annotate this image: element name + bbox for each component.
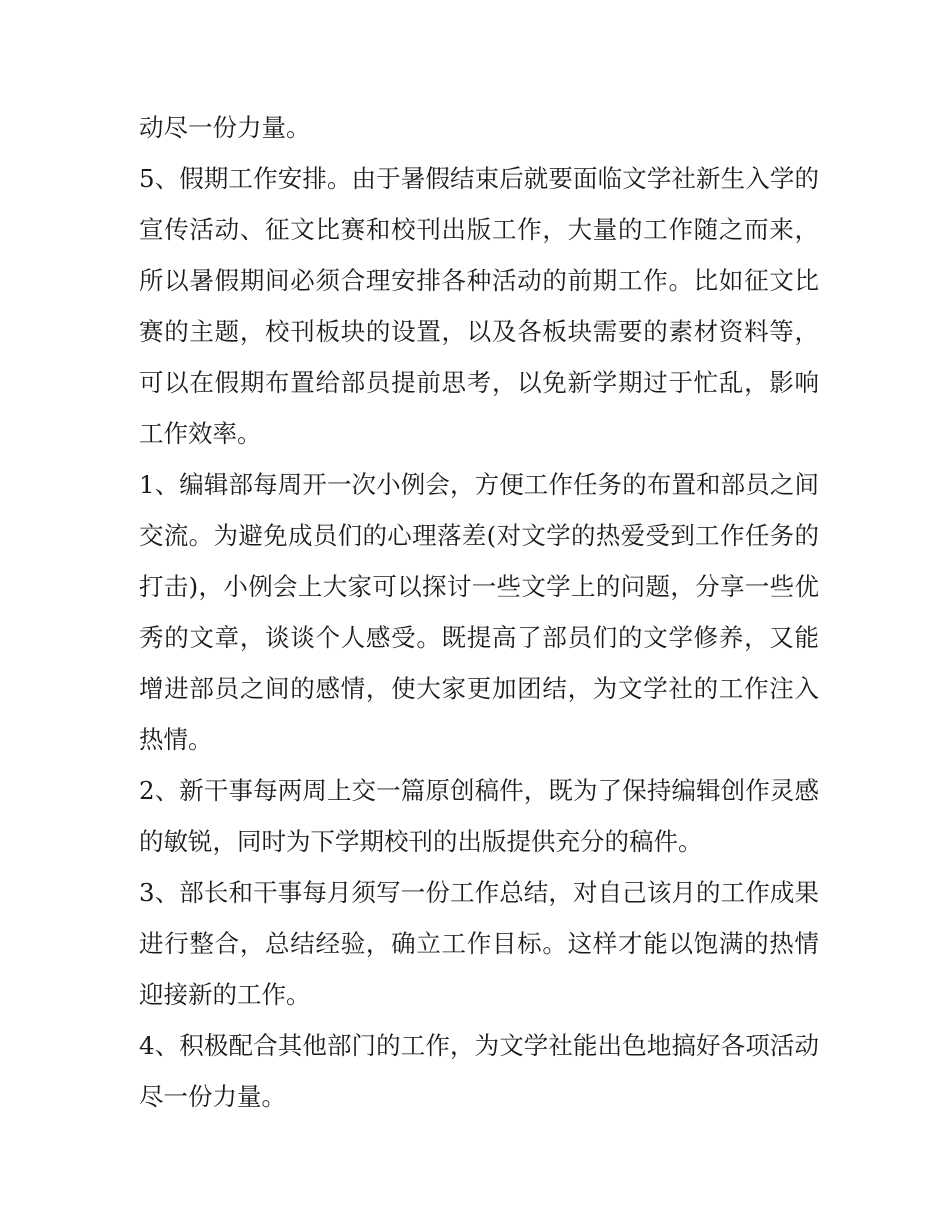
paragraph-item-2-original-manuscript: 2、新干事每两周上交一篇原创稿件，既为了保持编辑创作灵感的敏锐，同时为下学期校刊的出版提供充分的稿件。 bbox=[139, 776, 819, 856]
paragraph-item-4-cooperation: 4、积极配合其他部门的工作，为文学社能出色地搞好各项活动尽一份力量。 bbox=[139, 1031, 819, 1111]
paragraph-item-1-weekly-meeting: 1、编辑部每周开一次小例会，方便工作任务的布置和部员之间交流。为避免成员们的心理落差(对文学的热爱受到工作任务的打击)，小例会上大家可以探讨一些文学上的问题，分享一些优秀的文章，谈谈个人感受。既提高了部员们的文学修养，又能增进部员之间的感情，使大家更加团结，为文学社的工作注入热情。 bbox=[139, 470, 819, 754]
paragraph-continuation: 动尽一份力量。 bbox=[139, 113, 311, 142]
document-body bbox=[139, 102, 819, 1122]
paragraph-item-3-monthly-summary: 3、部长和干事每月须写一份工作总结，对自己该月的工作成果进行整合，总结经验，确立工作目标。这样才能以饱满的热情迎接新的工作。 bbox=[139, 878, 819, 1009]
paragraph-item-5-holiday-arrangement: 5、假期工作安排。由于暑假结束后就要面临文学社新生入学的宣传活动、征文比赛和校刊出版工作，大量的工作随之而来，所以暑假期间必须合理安排各种活动的前期工作。比如征文比赛的主题，校刊板块的设置，以及各板块需要的素材资料等，可以在假期布置给部员提前思考，以免新学期过于忙乱，影响工作效率。 bbox=[139, 164, 819, 448]
